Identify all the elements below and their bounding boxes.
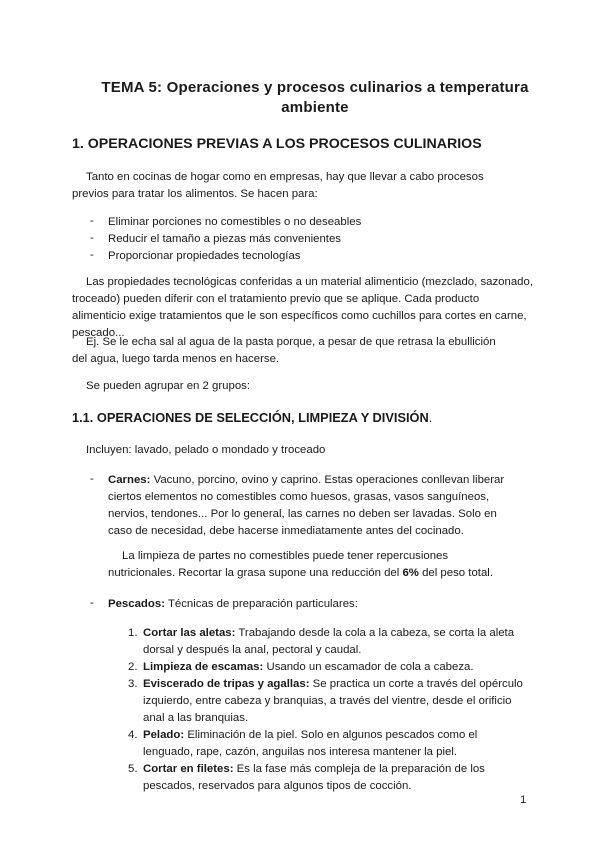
step-label: Pelado: (143, 729, 185, 741)
bullet-item: Proporcionar propiedades tecnologías (108, 250, 301, 262)
bullet-dash: - (90, 249, 94, 261)
bullet-dash: - (90, 597, 94, 609)
pescados-label: Pescados: (108, 598, 165, 610)
section-1-paragraph: Las propiedades tecnológicas conferidas a un material alimenticio (mezclado, sazonado, troceado) pueden diferir con el tratamiento previo que se aplique. Cada producto alimenticio exige tratamientos que le son específicos como cuchillos para cortes en carne, pescado... (72, 276, 534, 339)
carnes-note (108, 548, 508, 582)
step-number: 3. (128, 678, 138, 690)
step-label: Limpieza de escamas: (143, 661, 264, 673)
step-text: Se practica un corte a través del opérculo izquierdo, entre cabeza y branquias, a través del vientre, desde el orificio anal a las branquias. (143, 678, 523, 724)
step-text: Usando un escamador de cola a cabeza. (263, 661, 474, 673)
step-item (143, 761, 523, 795)
step-item (143, 659, 523, 676)
step-text: Trabajando desde la cola a la cabeza, se corta la aleta dorsal y después la anal, pectoral y caudal. (143, 627, 515, 656)
step-number: 5. (128, 763, 138, 775)
step-item (143, 727, 523, 761)
section-1-1-heading (72, 410, 432, 425)
page-title: TEMA 5: Operaciones y procesos culinarios a temperatura ambiente (101, 79, 529, 116)
step-item (143, 676, 523, 727)
step-text: Es la fase más compleja de la preparación de los pescados, reservados para algunos tipos de cocción. (143, 763, 485, 792)
section-1-example: Ej. Se le echa sal al agua de la pasta porque, a pesar de que retrasa la ebullición del agua, luego tarda menos en hacerse. (72, 336, 496, 365)
bullet-dash: - (90, 473, 94, 485)
step-label: Eviscerado de tripas y agallas: (143, 678, 310, 690)
step-label: Cortar las aletas: (143, 627, 236, 639)
step-item (143, 625, 523, 659)
carnes-paragraph (108, 472, 518, 540)
section-1-1-heading-text: 1.1. OPERACIONES DE SELECCIÓN, LIMPIEZA Y DIVISIÓN (72, 410, 429, 425)
carnes-text: Vacuno, porcino, ovino y caprino. Estas operaciones conllevan liberar ciertos elementos no comestibles como huesos, grasas, vasos sanguíneos, nervios, tendones... Por lo general, las carnes no deben ser lavadas. Solo en caso de necesidad, debe hacerse inmediatamente antes del cocinado. (108, 474, 505, 537)
bullet-item: Eliminar porciones no comestibles o no deseables (108, 216, 362, 228)
carnes-label: Carnes: (108, 474, 151, 486)
step-label: Cortar en filetes: (143, 763, 234, 775)
bullet-item: Reducir el tamaño a piezas más convenientes (108, 233, 342, 245)
section-1-intro: Tanto en cocinas de hogar como en empresas, hay que llevar a cabo procesos previos para tratar los alimentos. Se hacen para: (72, 171, 484, 200)
step-number: 2. (128, 661, 138, 673)
carnes-note-b: del peso total. (418, 567, 493, 579)
carnes-note-pct: 6% (402, 567, 419, 579)
page-number: 1 (520, 794, 527, 806)
step-number: 1. (128, 627, 138, 639)
pescados-paragraph (108, 596, 358, 613)
carnes-note-a: La limpieza de partes no comestibles puede tener repercusiones nutricionales. Recortar la grasa supone una reducción del (108, 550, 449, 579)
step-text: Eliminación de la piel. Solo en algunos pescados como el lenguado, rape, cazón, anguilas nos interesa mantener la piel. (143, 729, 478, 758)
pescados-text: Técnicas de preparación particulares: (164, 598, 358, 610)
bullet-dash: - (90, 232, 94, 244)
bullet-dash: - (90, 215, 94, 227)
section-1-heading: 1. OPERACIONES PREVIAS A LOS PROCESOS CULINARIOS (72, 136, 482, 152)
heading-dot: . (428, 410, 433, 425)
section-1-groups: Se pueden agrupar en 2 grupos: (86, 380, 251, 392)
section-1-1-includes: Incluyen: lavado, pelado o mondado y troceado (86, 444, 326, 456)
step-number: 4. (128, 729, 138, 741)
